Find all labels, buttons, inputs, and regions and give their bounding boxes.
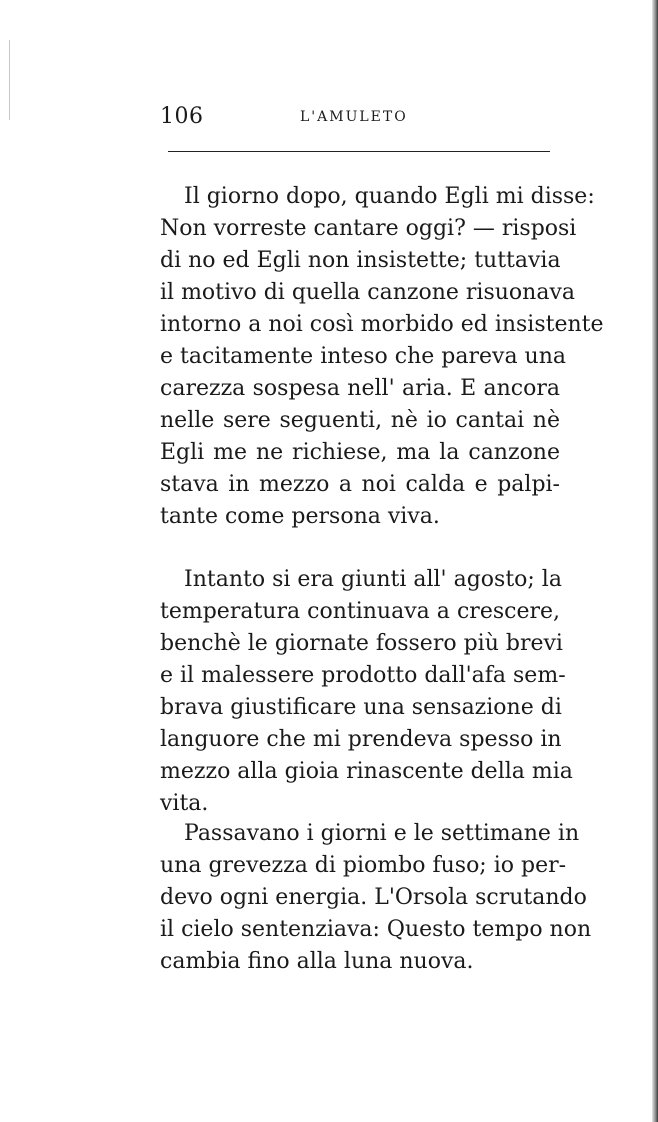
text-line: brava giustificare una sensazione di <box>160 695 562 720</box>
text-line: Il giorno dopo, quando Egli mi disse: <box>184 184 595 209</box>
running-title: L'AMULETO <box>300 109 408 125</box>
text-line: di no ed Egli non insistette; tuttavia <box>160 248 561 273</box>
text-line: e il malessere prodotto dall'afa sem- <box>160 663 566 688</box>
paragraph-3 <box>160 818 592 978</box>
text-line: intorno a noi così morbido ed insistente <box>160 312 604 337</box>
text-line: Passavano i giorni e le settimane in <box>184 821 580 846</box>
page-edge-mark <box>9 40 10 120</box>
text-line: mezzo alla gioia rinascente della mia <box>160 759 573 784</box>
paragraph-2 <box>160 564 573 820</box>
text-line: il cielo sentenziava: Questo tempo non <box>160 917 592 942</box>
text-line: stava in mezzo a noi calda e palpi- <box>160 472 560 497</box>
text-line: carezza sospesa nell' aria. E ancora <box>160 376 560 401</box>
text-line: il motivo di quella canzone risuonava <box>160 280 575 305</box>
text-line: una grevezza di piombo fuso; io per- <box>160 853 567 878</box>
text-line: languore che mi prendeva spesso in <box>160 727 562 752</box>
paragraph-1 <box>160 181 604 533</box>
book-spine-shadow <box>652 0 658 1122</box>
text-line: e tacitamente inteso che pareva una <box>160 344 567 369</box>
text-line: Intanto si era giunti all' agosto; la <box>184 567 562 592</box>
text-line: Egli me ne richiese, ma la canzone <box>160 440 560 465</box>
text-line: nelle sere seguenti, nè io cantai nè <box>160 408 560 433</box>
page-number: 106 <box>160 104 204 129</box>
text-line: vita. <box>160 791 209 816</box>
text-line: cambia fino alla luna nuova. <box>160 949 474 974</box>
header-rule <box>168 151 550 152</box>
text-line: tante come persona viva. <box>160 504 440 529</box>
text-line: devo ogni energia. L'Orsola scrutando <box>160 885 587 910</box>
text-line: Non vorreste cantare oggi? — risposi <box>160 216 577 241</box>
text-line: benchè le giornate fossero più brevi <box>160 631 563 656</box>
text-line: temperatura continuava a crescere, <box>160 599 560 624</box>
